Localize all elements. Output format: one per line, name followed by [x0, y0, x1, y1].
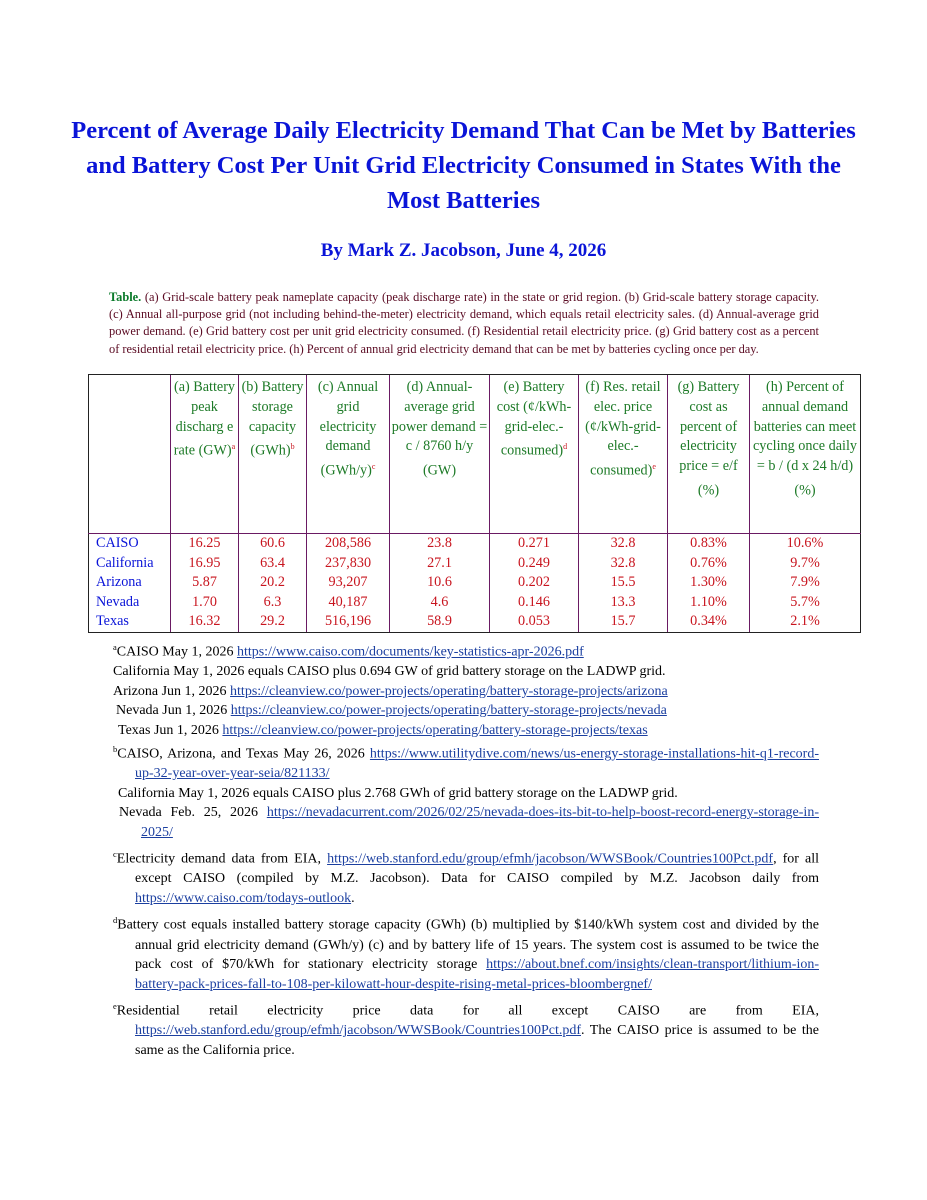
table-caption-label: Table. [109, 290, 142, 304]
link-utilitydive[interactable]: https://www.utilitydive.com/news/us-energy-storage-installations-hit-q1-record-up-32-year-over-year-seia/821133/ [135, 746, 819, 782]
footnote-a-arizona: Arizona Jun 1, 2026 https://cleanview.co/power-projects/operating/battery-storage-projects/arizona [113, 683, 668, 699]
cell-region: Nevada [89, 593, 171, 613]
table-caption-text: (a) Grid-scale battery peak nameplate capacity (peak discharge rate) in the state or grid region. (b) Grid-scale battery storage capacity. (c) Annual all-purpose grid (not including behind-the-meter) electricity demand, which equals retail electricity sales. (d) Annual-average grid power demand. (e) Grid battery cost per unit grid electricity consumed. (f) Residential retail electricity price. (g) Grid battery cost as a percent of residential retail electricity price. (h) Percent of annual grid electricity demand that can be met by batteries cycling once per day. [109, 290, 819, 356]
cell-battery-cost: 0.053 [490, 612, 579, 632]
cell-avg-power: 10.6 [390, 573, 490, 593]
cell-battery-peak: 5.87 [171, 573, 239, 593]
footnote-d: $^d$Battery cost equals installed battery storage capacity (GWh) (b) multiplied by $140/kWh system cost and divided by the annual grid electricity demand (GWh/y) (c) and by battery life of 15 years. The system cost is assumed to be twice the pack cost of $70/kWh for stationary electricity storage https://about.bnef.com/insights/clean-transport/lithium-ion-battery-pack-prices-fall-to-108-per-kilowatt-hour-despite-rising-metal-prices-bloombergnef/ [113, 915, 819, 992]
cell-region: Texas [89, 612, 171, 632]
cell-annual-demand: 208,586 [307, 534, 390, 554]
header-battery-storage: (b) Battery storage capacity (GWh)$^b$ [239, 375, 307, 534]
header-empty [89, 375, 171, 534]
cell-retail-price: 15.7 [579, 612, 668, 632]
cell-retail-price: 13.3 [579, 593, 668, 613]
cell-annual-demand: 516,196 [307, 612, 390, 632]
cell-region: CAISO [89, 534, 171, 554]
cell-demand-percent: 2.1% [750, 612, 861, 632]
table-row [89, 554, 861, 574]
footnote-a-texas: Texas Jun 1, 2026 https://cleanview.co/power-projects/operating/battery-storage-projects/texas [118, 722, 648, 738]
cell-region: Arizona [89, 573, 171, 593]
table-row [89, 534, 861, 554]
link-cleanview-texas[interactable]: https://cleanview.co/power-projects/operating/battery-storage-projects/texas [222, 722, 648, 738]
header-cost-percent: (g) Battery cost as percent of electricity price = e/f (%) [668, 375, 750, 534]
cell-battery-peak: 16.95 [171, 554, 239, 574]
footnote-b-nevada: Nevada Feb. 25, 2026 https://nevadacurrent.com/2026/02/25/nevada-does-its-bit-to-help-boost-record-energy-storage-in-2025/ [119, 805, 819, 840]
cell-retail-price: 32.8 [579, 534, 668, 554]
cell-cost-percent: 1.10% [668, 593, 750, 613]
footnotes [113, 638, 819, 1060]
header-avg-power: (d) Annual-average grid power demand = c / 8760 h/y (GW) [390, 375, 490, 534]
link-stanford-countries[interactable]: https://web.stanford.edu/group/efmh/jacobson/WWSBook/Countries100Pct.pdf [327, 851, 774, 867]
cell-region: California [89, 554, 171, 574]
cell-battery-storage: 63.4 [239, 554, 307, 574]
table-row [89, 573, 861, 593]
cell-avg-power: 27.1 [390, 554, 490, 574]
cell-annual-demand: 40,187 [307, 593, 390, 613]
cell-avg-power: 58.9 [390, 612, 490, 632]
cell-battery-cost: 0.249 [490, 554, 579, 574]
table-header-row [89, 375, 861, 534]
cell-battery-storage: 6.3 [239, 593, 307, 613]
header-annual-demand: (c) Annual grid electricity demand $(GWh/y)^c$ [307, 375, 390, 534]
cell-avg-power: 4.6 [390, 593, 490, 613]
cell-cost-percent: 0.83% [668, 534, 750, 554]
header-battery-peak: (a) Battery peak discharg e rate (GW)$^a$ [171, 375, 239, 534]
battery-data-table [88, 374, 861, 633]
cell-battery-cost: 0.202 [490, 573, 579, 593]
header-demand-percent: (h) Percent of annual demand batteries can meet cycling once daily = b / (d x 24 h/d) (%) [750, 375, 861, 534]
link-stanford-prices[interactable]: https://web.stanford.edu/group/efmh/jacobson/WWSBook/Countries100Pct.pdf [135, 1023, 581, 1039]
footnote-b-california: California May 1, 2026 equals CAISO plus 2.768 GWh of grid battery storage on the LADWP grid. [118, 785, 678, 801]
cell-battery-storage: 20.2 [239, 573, 307, 593]
link-bnef[interactable]: https://about.bnef.com/insights/clean-transport/lithium-ion-battery-pack-prices-fall-to-108-per-kilowatt-hour-despite-rising-metal-prices-bloombergnef/ [135, 957, 819, 992]
cell-battery-storage: 60.6 [239, 534, 307, 554]
footnote-b-caiso: $^b$CAISO, Arizona, and Texas May 26, 2026 https://www.utilitydive.com/news/us-energy-storage-installations-hit-q1-record-up-32-year-over-year-seia/821133/ [113, 744, 819, 782]
link-caiso-key-statistics[interactable]: https://www.caiso.com/documents/key-statistics-apr-2026.pdf [236, 644, 584, 660]
cell-battery-cost: 0.146 [490, 593, 579, 613]
footnote-a-nevada: Nevada Jun 1, 2026 https://cleanview.co/power-projects/operating/battery-storage-projects/nevada [116, 703, 667, 719]
cell-cost-percent: 1.30% [668, 573, 750, 593]
cell-cost-percent: 0.76% [668, 554, 750, 574]
cell-avg-power: 23.8 [390, 534, 490, 554]
table-row [89, 612, 861, 632]
page-title: Percent of Average Daily Electricity Demand That Can be Met by Batteries and Battery Cost Per Unit Grid Electricity Consumed in States With the Most Batteries [71, 117, 856, 214]
header-retail-price: (f) Res. retail elec. price (¢/kWh-grid-elec.-consumed)$^e$ [579, 375, 668, 534]
cell-cost-percent: 0.34% [668, 612, 750, 632]
cell-demand-percent: 9.7% [750, 554, 861, 574]
footnote-a-california: California May 1, 2026 equals CAISO plus 0.694 GW of grid battery storage on the LADWP grid. [113, 664, 666, 680]
cell-battery-storage: 29.2 [239, 612, 307, 632]
footnote-c: $^c$Electricity demand data from EIA, https://web.stanford.edu/group/efmh/jacobson/WWSBook/Countries100Pct.pdf, for all except CAISO (compiled by M.Z. Jacobson). Data for CAISO compiled by M.Z. Jacobson daily from https://www.caiso.com/todays-outlook. [113, 849, 819, 906]
cell-retail-price: 32.8 [579, 554, 668, 574]
cell-battery-peak: 1.70 [171, 593, 239, 613]
header-battery-cost: (e) Battery cost (¢/kWh-grid-elec.-consumed)$^d$ [490, 375, 579, 534]
footnote-e: $^e$Residential retail electricity price data for all except CAISO are from EIA, https://web.stanford.edu/group/efmh/jacobson/WWSBook/Countries100Pct.pdf. The CAISO price is assumed to be the same as the California price. [113, 1001, 819, 1058]
table-caption [109, 289, 819, 358]
link-nevadacurrent[interactable]: https://nevadacurrent.com/2026/02/25/nevada-does-its-bit-to-help-boost-record-energy-storage-in-2025/ [141, 805, 819, 840]
footnote-a-caiso: $^a$CAISO May 1, 2026 https://www.caiso.com/documents/key-statistics-apr-2026.pdf [113, 642, 584, 660]
byline: By Mark Z. Jacobson, June 4, 2026 [320, 240, 607, 261]
cell-demand-percent: 5.7% [750, 593, 861, 613]
cell-annual-demand: 93,207 [307, 573, 390, 593]
cell-demand-percent: 7.9% [750, 573, 861, 593]
cell-battery-peak: 16.25 [171, 534, 239, 554]
link-cleanview-nevada[interactable]: https://cleanview.co/power-projects/operating/battery-storage-projects/nevada [230, 703, 667, 719]
cell-battery-peak: 16.32 [171, 612, 239, 632]
table-row [89, 593, 861, 613]
link-caiso-outlook[interactable]: https://www.caiso.com/todays-outlook [135, 890, 352, 906]
cell-annual-demand: 237,830 [307, 554, 390, 574]
cell-retail-price: 15.5 [579, 573, 668, 593]
cell-demand-percent: 10.6% [750, 534, 861, 554]
cell-battery-cost: 0.271 [490, 534, 579, 554]
link-cleanview-arizona[interactable]: https://cleanview.co/power-projects/operating/battery-storage-projects/arizona [230, 683, 668, 699]
